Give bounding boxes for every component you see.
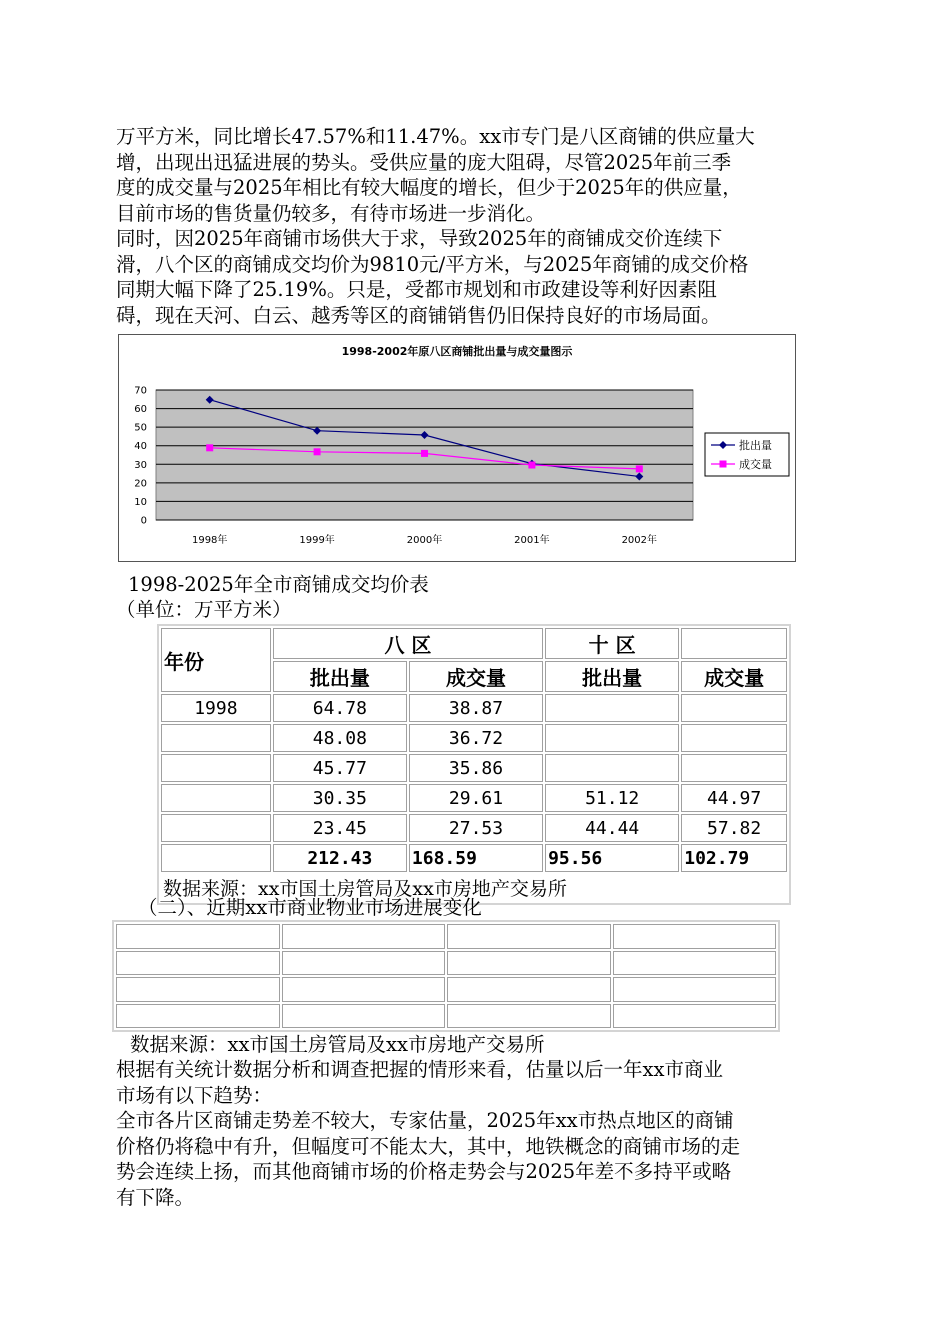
table-cell bbox=[447, 924, 611, 949]
col-traded-10: 成交量 bbox=[681, 661, 787, 692]
line-chart bbox=[118, 334, 796, 562]
approved-10-cell bbox=[545, 694, 679, 722]
table-unit: （单位：万平方米） bbox=[116, 598, 292, 621]
total-approved-8: 212.43 bbox=[273, 844, 407, 872]
price-table bbox=[157, 624, 791, 905]
y-tick-label: 60 bbox=[134, 404, 147, 416]
table-cell bbox=[447, 951, 611, 976]
trend-paragraph bbox=[116, 1108, 836, 1210]
total-label-cell bbox=[161, 844, 271, 872]
text-line: 滑，八个区的商铺成交均价为9810元/平方米，与2025年商铺的成交价格 bbox=[116, 252, 749, 276]
legend-marker bbox=[720, 461, 727, 468]
text-line: 度的成交量与2025年相比有较大幅度的增长，但少于2025年的供应量， bbox=[116, 176, 742, 199]
approved-8-cell: 45.77 bbox=[273, 754, 407, 782]
text-line: 碍，现在天河、白云、越秀等区的商铺销售仍旧保持良好的市场局面。 bbox=[116, 303, 721, 327]
traded-8-cell: 36.72 bbox=[409, 724, 543, 752]
text-line: 有下降。 bbox=[116, 1185, 195, 1209]
chart-title: 1998-2002年原八区商铺批出量与成交量图示 bbox=[341, 345, 573, 358]
table-row bbox=[116, 951, 776, 976]
traded-8-cell: 35.86 bbox=[409, 754, 543, 782]
trend-intro-paragraph bbox=[116, 1057, 836, 1108]
table-cell bbox=[116, 924, 280, 949]
y-tick-label: 70 bbox=[134, 385, 147, 397]
x-tick-label: 1999年 bbox=[299, 535, 335, 546]
traded-10-cell bbox=[681, 754, 787, 782]
year-cell bbox=[161, 724, 271, 752]
y-tick-label: 30 bbox=[134, 459, 147, 471]
table-source: 数据来源：xx市国土房管局及xx市房地产交易所 bbox=[163, 878, 567, 900]
y-tick-label: 40 bbox=[134, 441, 147, 453]
traded-8-cell: 38.87 bbox=[409, 694, 543, 722]
total-approved-10: 95.56 bbox=[545, 844, 679, 872]
text-line: 目前市场的售货量仍较多，有待市场进一步消化。 bbox=[116, 201, 546, 225]
y-tick-label: 0 bbox=[140, 515, 147, 527]
table-cell bbox=[613, 977, 777, 1002]
table-row bbox=[161, 754, 787, 782]
year-header: 年份 bbox=[161, 628, 271, 692]
col-traded-8: 成交量 bbox=[409, 661, 543, 692]
table-cell bbox=[116, 951, 280, 976]
empty-header-cell bbox=[681, 628, 787, 659]
text-line: 势会连续上扬，而其他商铺市场的价格走势会与2025年差不多持平或略 bbox=[116, 1160, 732, 1183]
legend-label: 成交量 bbox=[739, 458, 772, 471]
text-line: 增，出现出迅猛进展的势头。受供应量的庞大阻碍，尽管2025年前三季 bbox=[116, 150, 732, 174]
table-header-row bbox=[161, 628, 787, 659]
traded-8-cell: 29.61 bbox=[409, 784, 543, 812]
table-row bbox=[116, 1004, 776, 1029]
traded-10-cell: 57.82 bbox=[681, 814, 787, 842]
total-traded-10: 102.79 bbox=[681, 844, 787, 872]
approved-10-cell bbox=[545, 754, 679, 782]
intro-paragraph bbox=[116, 124, 836, 226]
y-tick-label: 50 bbox=[134, 422, 147, 434]
table-cell bbox=[116, 1004, 280, 1029]
table-cell bbox=[116, 977, 280, 1002]
x-tick-label: 2000年 bbox=[406, 535, 443, 546]
text-line: 价格仍将稳中有升，但幅度可不能太大，其中，地铁概念的商铺市场的走 bbox=[116, 1134, 741, 1158]
market-source: 数据来源：xx市国土房管局及xx市房地产交易所 bbox=[130, 1033, 545, 1056]
table-row bbox=[161, 784, 787, 812]
year-cell bbox=[161, 754, 271, 782]
approved-10-cell: 44.44 bbox=[545, 814, 679, 842]
table-row bbox=[161, 814, 787, 842]
approved-10-cell: 51.12 bbox=[545, 784, 679, 812]
traded-10-cell bbox=[681, 694, 787, 722]
col-approved-8: 批出量 bbox=[273, 661, 407, 692]
table-row bbox=[161, 694, 787, 722]
table-cell bbox=[447, 1004, 611, 1029]
approved-10-cell bbox=[545, 724, 679, 752]
table-cell bbox=[613, 1004, 777, 1029]
data-point bbox=[528, 462, 535, 469]
table-cell bbox=[282, 924, 446, 949]
table-row bbox=[116, 924, 776, 949]
table-row bbox=[161, 724, 787, 752]
approved-8-cell: 64.78 bbox=[273, 694, 407, 722]
text-line: 同期大幅下降了25.19%。只是，受都市规划和市政建设等利好因素阻 bbox=[116, 278, 717, 301]
group-header-10: 十 区 bbox=[545, 628, 679, 659]
col-approved-10: 批出量 bbox=[545, 661, 679, 692]
chart-svg bbox=[119, 335, 795, 561]
traded-8-cell: 27.53 bbox=[409, 814, 543, 842]
table-caption: 1998-2025年全市商铺成交均价表 bbox=[128, 573, 429, 596]
y-tick-label: 10 bbox=[134, 496, 147, 508]
text-line: 万平方米，同比增长47.57%和11.47%。xx市专门是八区商铺的供应量大 bbox=[116, 125, 755, 148]
table-cell bbox=[282, 1004, 446, 1029]
year-cell bbox=[161, 784, 271, 812]
year-cell bbox=[161, 814, 271, 842]
table-cell bbox=[282, 977, 446, 1002]
empty-market-table bbox=[112, 920, 780, 1032]
approved-8-cell: 48.08 bbox=[273, 724, 407, 752]
legend-label: 批出量 bbox=[739, 439, 772, 452]
total-traded-8: 168.59 bbox=[409, 844, 543, 872]
traded-10-cell bbox=[681, 724, 787, 752]
data-point bbox=[314, 448, 321, 455]
table-cell bbox=[613, 951, 777, 976]
approved-8-cell: 23.45 bbox=[273, 814, 407, 842]
table-row bbox=[116, 977, 776, 1002]
y-tick-label: 20 bbox=[134, 478, 147, 490]
x-tick-label: 2002年 bbox=[621, 535, 658, 546]
traded-10-cell: 44.97 bbox=[681, 784, 787, 812]
data-point bbox=[421, 450, 428, 457]
table-total-row bbox=[161, 844, 787, 872]
data-point bbox=[206, 444, 213, 451]
group-header-8: 八 区 bbox=[273, 628, 543, 659]
table-cell bbox=[282, 951, 446, 976]
approved-8-cell: 30.35 bbox=[273, 784, 407, 812]
text-line: 市场有以下趋势： bbox=[116, 1083, 273, 1107]
table-cell bbox=[613, 924, 777, 949]
data-point bbox=[636, 465, 643, 472]
table-cell bbox=[447, 977, 611, 1002]
x-tick-label: 2001年 bbox=[514, 535, 550, 546]
text-line: 同时，因2025年商铺市场供大于求，导致2025年的商铺成交价连续下 bbox=[116, 227, 723, 250]
year-cell: 1998 bbox=[161, 694, 271, 722]
price-paragraph bbox=[116, 226, 836, 328]
text-line: 根据有关统计数据分析和调查把握的情形来看，估量以后一年xx市商业 bbox=[116, 1058, 723, 1081]
x-tick-label: 1998年 bbox=[191, 535, 228, 546]
section-title: （二）、近期xx市商业物业市场进展变化 bbox=[138, 896, 482, 919]
text-line: 全市各片区商铺走势差不较大，专家估量，2025年xx市热点地区的商铺 bbox=[116, 1109, 734, 1132]
